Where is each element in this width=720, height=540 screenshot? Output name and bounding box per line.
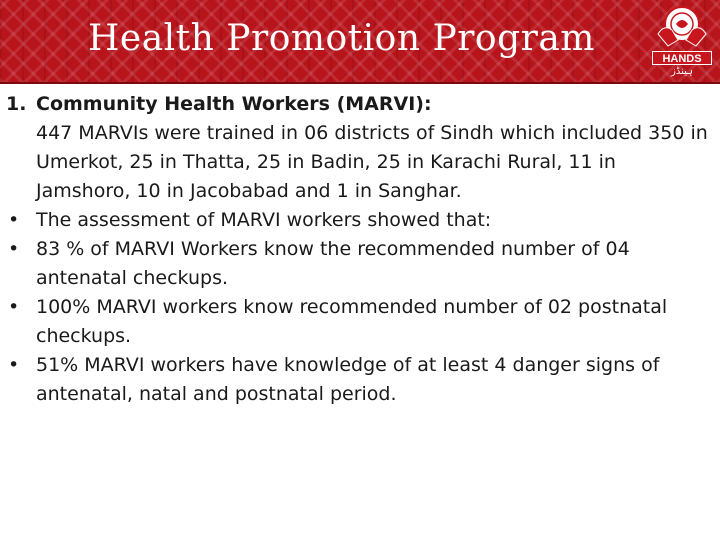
- page-title: Health Promotion Program: [88, 18, 595, 59]
- list-item: [0, 235, 712, 293]
- section-number: 1.: [6, 93, 27, 115]
- bullet-icon: •: [8, 209, 20, 231]
- section-intro: 447 MARVIs were trained in 06 districts of Sindh which included 350 in Umerkot, 25 in Thatta, 25 in Badin, 25 in Karachi Rural, 11 in Jamshoro, 10 in Jacobabad and 1 in Sanghar.: [36, 122, 708, 202]
- list-item: [0, 206, 712, 235]
- bullet-text: 100% MARVI workers know recommended number of 02 postnatal checkups.: [36, 296, 668, 347]
- logo-urdu-label: ہینڈز: [671, 66, 693, 77]
- list-item: [0, 351, 712, 409]
- content-body: [0, 90, 712, 409]
- list-item: [0, 293, 712, 351]
- bullet-text: 83 % of MARVI Workers know the recommended number of 04 antenatal checkups.: [36, 238, 630, 289]
- hands-emblem-icon: [652, 4, 712, 52]
- section-heading: [0, 90, 712, 119]
- logo-label: HANDS: [652, 51, 712, 65]
- bullet-icon: •: [8, 354, 20, 376]
- hands-logo: [652, 4, 712, 80]
- section-heading-text: Community Health Workers (MARVI):: [36, 93, 432, 115]
- header-banner: [0, 0, 720, 84]
- bullet-text: 51% MARVI workers have knowledge of at least 4 danger signs of antenatal, natal and postnatal period.: [36, 354, 660, 405]
- bullet-icon: •: [8, 296, 20, 318]
- bullet-icon: •: [8, 238, 20, 260]
- bullet-text: The assessment of MARVI workers showed that:: [36, 209, 492, 231]
- bullet-list: [0, 206, 712, 409]
